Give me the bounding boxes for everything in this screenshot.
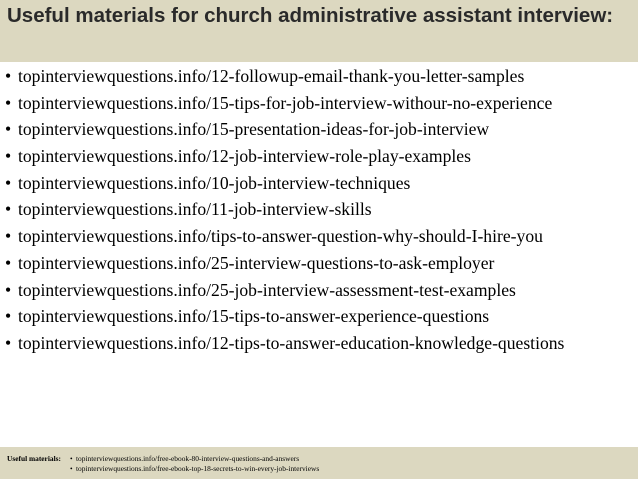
bullet-icon: • (5, 119, 12, 140)
bullet-icon: • (5, 92, 12, 113)
link-text[interactable]: topinterviewquestions.info/tips-to-answer-question-why-should-I-hire-you (18, 226, 543, 247)
link-text[interactable]: topinterviewquestions.info/15-presentation-ideas-for-job-interview (18, 119, 490, 140)
bullet-icon: • (5, 226, 12, 247)
list-item (5, 306, 564, 333)
list-item (5, 93, 564, 120)
list-item (5, 146, 564, 173)
list-item (5, 226, 564, 253)
list-item (5, 280, 564, 307)
footer-link-text[interactable]: topinterviewquestions.info/free-ebook-top-18-secrets-to-win-every-job-interviews (76, 464, 320, 473)
footer-link-list (70, 454, 319, 474)
list-item (5, 333, 564, 360)
bullet-icon: • (5, 252, 12, 273)
link-text[interactable]: topinterviewquestions.info/12-followup-email-thank-you-letter-samples (18, 66, 525, 86)
bullet-icon: • (5, 199, 12, 220)
footer-label: Useful materials: (7, 454, 61, 463)
bullet-icon: • (5, 279, 12, 300)
link-text[interactable]: topinterviewquestions.info/12-job-interview-role-play-examples (18, 146, 471, 167)
footer-list-item (70, 464, 319, 474)
title-banner (0, 0, 638, 62)
link-text[interactable]: topinterviewquestions.info/15-tips-to-answer-experience-questions (18, 306, 490, 327)
footer-list-item (70, 454, 319, 464)
bullet-icon: • (5, 172, 12, 193)
link-text[interactable]: topinterviewquestions.info/25-job-interview-assessment-test-examples (18, 279, 516, 300)
bullet-icon: • (70, 454, 73, 463)
bullet-icon: • (5, 306, 12, 327)
bullet-icon: • (70, 464, 73, 473)
link-text[interactable]: topinterviewquestions.info/10-job-interview-techniques (18, 172, 411, 193)
list-item (5, 173, 564, 200)
bullet-icon: • (5, 146, 12, 167)
list-item (5, 199, 564, 226)
list-item (5, 119, 564, 146)
list-item (5, 253, 564, 280)
link-text[interactable]: topinterviewquestions.info/11-job-interview-skills (18, 199, 372, 220)
link-list (5, 66, 564, 360)
footer-banner (0, 447, 638, 479)
bullet-icon: • (5, 332, 12, 353)
footer-link-text[interactable]: topinterviewquestions.info/free-ebook-80-interview-questions-and-answers (76, 454, 300, 463)
link-text[interactable]: topinterviewquestions.info/12-tips-to-answer-education-knowledge-questions (18, 332, 565, 353)
link-text[interactable]: topinterviewquestions.info/15-tips-for-job-interview-withour-no-experience (18, 92, 553, 113)
slide-title: Useful materials for church administrative assistant interview: (7, 4, 614, 27)
link-text[interactable]: topinterviewquestions.info/25-interview-questions-to-ask-employer (18, 252, 495, 273)
bullet-icon: • (5, 66, 12, 86)
list-item (5, 66, 564, 93)
